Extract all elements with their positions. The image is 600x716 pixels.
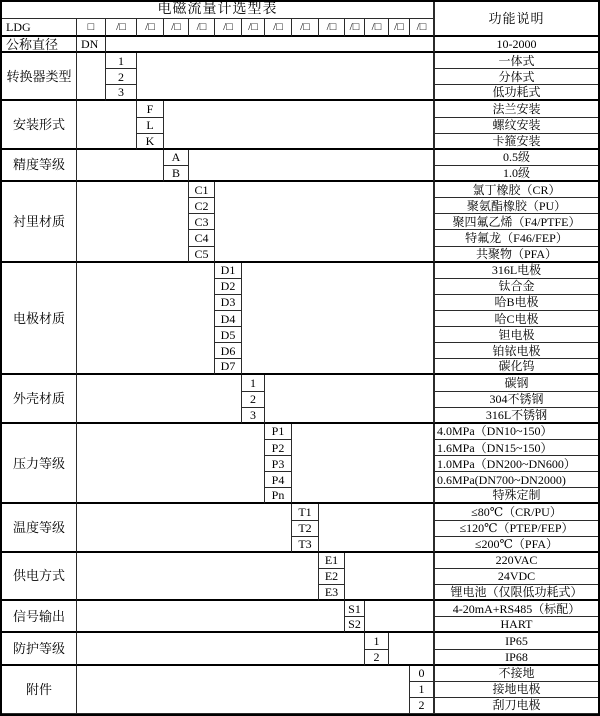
installation-type-code-K: K — [137, 134, 164, 150]
model-slot-3: /□ — [164, 19, 189, 37]
pressure-rating-desc-4: 0.6MPa(DN700~DN2000) — [434, 472, 598, 488]
electrode-material-code-D7: D7 — [215, 359, 242, 375]
pressure-rating-code-Pn: Pn — [265, 488, 292, 504]
group-label-installation-type: 安装形式 — [2, 101, 77, 149]
temperature-grade-desc-2: ≤120℃（PTEP/FEP） — [434, 521, 598, 537]
model-slot-4: /□ — [189, 19, 215, 37]
pressure-rating-code-P1: P1 — [265, 424, 292, 440]
protection-class-code-2: 2 — [365, 650, 389, 666]
model-slot-7: /□ — [265, 19, 292, 37]
lining-material-desc-4: 特氟龙（F46/FEP） — [434, 230, 598, 246]
temperature-grade-code-T2: T2 — [292, 521, 319, 537]
group-label-accuracy-grade: 精度等级 — [2, 150, 77, 182]
accessories-code-0: 0 — [410, 666, 434, 682]
model-slot-10: /□ — [345, 19, 365, 37]
protection-class-code-1: 1 — [365, 633, 389, 649]
lining-material-code-C5: C5 — [189, 247, 215, 263]
temperature-grade-desc-3: ≤200℃（PFA） — [434, 537, 598, 553]
electrode-material-desc-6: 铂铱电极 — [434, 343, 598, 359]
filler-left-power-supply — [77, 553, 319, 601]
electrode-material-code-D5: D5 — [215, 327, 242, 343]
converter-type-code-1: 1 — [106, 53, 137, 69]
lining-material-desc-2: 聚氨酯橡胶（PU） — [434, 198, 598, 214]
filler-right-lining-material — [215, 182, 434, 263]
pressure-rating-desc-2: 1.6MPa（DN15~150） — [434, 440, 598, 456]
pressure-rating-desc-1: 4.0MPa（DN10~150） — [434, 424, 598, 440]
housing-material-code-1: 1 — [242, 375, 265, 391]
protection-class-desc-1: IP65 — [434, 633, 598, 649]
model-prefix: LDG — [2, 19, 77, 37]
filler-right-installation-type — [164, 101, 434, 149]
accuracy-grade-code-B: B — [164, 166, 189, 182]
model-slot-5: /□ — [215, 19, 242, 37]
installation-type-desc-1: 法兰安装 — [434, 101, 598, 117]
temperature-grade-code-T1: T1 — [292, 504, 319, 520]
lining-material-desc-5: 共聚物（PFA） — [434, 247, 598, 263]
accuracy-grade-desc-1: 0.5级 — [434, 150, 598, 166]
pressure-rating-code-P4: P4 — [265, 472, 292, 488]
group-label-signal-output: 信号输出 — [2, 601, 77, 633]
filler-right-pressure-rating — [292, 424, 434, 505]
housing-material-code-2: 2 — [242, 392, 265, 408]
model-slot-13: /□ — [410, 19, 434, 37]
filler-left-accuracy-grade — [77, 150, 164, 182]
electrode-material-desc-7: 碳化钨 — [434, 359, 598, 375]
signal-output-code-S1: S1 — [345, 601, 365, 617]
pressure-rating-desc-3: 1.0MPa（DN200~DN600） — [434, 456, 598, 472]
filler-right-temperature-grade — [319, 504, 434, 552]
installation-type-desc-3: 卡箍安装 — [434, 134, 598, 150]
accessories-code-2: 2 — [410, 698, 434, 714]
electrode-material-desc-4: 哈C电极 — [434, 311, 598, 327]
filler-right-electrode-material — [242, 263, 434, 376]
lining-material-code-C3: C3 — [189, 214, 215, 230]
electrode-material-desc-3: 哈B电极 — [434, 295, 598, 311]
lining-material-code-C2: C2 — [189, 198, 215, 214]
table-title: 电磁流量计选型表 — [2, 2, 434, 19]
lining-material-desc-3: 聚四氟乙烯（F4/PTFE） — [434, 214, 598, 230]
accuracy-grade-code-A: A — [164, 150, 189, 166]
group-label-lining-material: 衬里材质 — [2, 182, 77, 263]
installation-type-code-L: L — [137, 118, 164, 134]
electrode-material-code-D1: D1 — [215, 263, 242, 279]
signal-output-desc-1: 4-20mA+RS485（标配） — [434, 601, 598, 617]
converter-type-code-2: 2 — [106, 69, 137, 85]
power-supply-desc-2: 24VDC — [434, 569, 598, 585]
filler-right-housing-material — [265, 375, 434, 423]
converter-type-desc-2: 分体式 — [434, 69, 598, 85]
filler-left-accessories — [77, 666, 410, 714]
filler-left-converter-type — [77, 53, 106, 101]
installation-type-code-F: F — [137, 101, 164, 117]
electrode-material-code-D3: D3 — [215, 295, 242, 311]
group-label-protection-class: 防护等级 — [2, 633, 77, 665]
function-header: 功能说明 — [434, 2, 598, 37]
model-slot-1: /□ — [106, 19, 137, 37]
housing-material-desc-2: 304不锈钢 — [434, 392, 598, 408]
housing-material-code-3: 3 — [242, 408, 265, 424]
electrode-material-code-D4: D4 — [215, 311, 242, 327]
electrode-material-desc-5: 钽电极 — [434, 327, 598, 343]
group-label-converter-type: 转换器类型 — [2, 53, 77, 101]
accessories-code-1: 1 — [410, 682, 434, 698]
housing-material-desc-3: 316L不锈钢 — [434, 408, 598, 424]
group-label-nominal-diameter: 公称直径 — [2, 37, 77, 53]
installation-type-desc-2: 螺纹安装 — [434, 118, 598, 134]
filler-left-temperature-grade — [77, 504, 292, 552]
model-slot-12: /□ — [389, 19, 410, 37]
group-label-accessories: 附件 — [2, 666, 77, 714]
group-label-pressure-rating: 压力等级 — [2, 424, 77, 505]
model-slot-8: /□ — [292, 19, 319, 37]
power-supply-code-E2: E2 — [319, 569, 345, 585]
converter-type-desc-3: 低功耗式 — [434, 85, 598, 101]
filler-nominal-diameter — [106, 37, 434, 53]
filler-left-pressure-rating — [77, 424, 265, 505]
signal-output-desc-2: HART — [434, 617, 598, 633]
electrode-material-code-D6: D6 — [215, 343, 242, 359]
model-slot-9: /□ — [319, 19, 345, 37]
protection-class-desc-2: IP68 — [434, 650, 598, 666]
group-label-power-supply: 供电方式 — [2, 553, 77, 601]
nominal-diameter-desc: 10-2000 — [434, 37, 598, 53]
temperature-grade-desc-1: ≤80℃（CR/PU） — [434, 504, 598, 520]
lining-material-code-C1: C1 — [189, 182, 215, 198]
accuracy-grade-desc-2: 1.0级 — [434, 166, 598, 182]
accessories-desc-3: 刮刀电极 — [434, 698, 598, 714]
filler-left-electrode-material — [77, 263, 215, 376]
nominal-diameter-code: DN — [77, 37, 106, 53]
electrode-material-desc-2: 钛合金 — [434, 279, 598, 295]
signal-output-code-S2: S2 — [345, 617, 365, 633]
converter-type-code-3: 3 — [106, 85, 137, 101]
pressure-rating-code-P3: P3 — [265, 456, 292, 472]
power-supply-desc-3: 锂电池（仅限低功耗式） — [434, 585, 598, 601]
filler-right-converter-type — [137, 53, 434, 101]
accessories-desc-1: 不接地 — [434, 666, 598, 682]
filler-right-protection-class — [389, 633, 434, 665]
electrode-material-desc-1: 316L电极 — [434, 263, 598, 279]
filler-left-housing-material — [77, 375, 242, 423]
power-supply-code-E3: E3 — [319, 585, 345, 601]
filler-left-installation-type — [77, 101, 137, 149]
model-slot-2: /□ — [137, 19, 164, 37]
lining-material-desc-1: 氯丁橡胶（CR） — [434, 182, 598, 198]
group-label-temperature-grade: 温度等级 — [2, 504, 77, 552]
group-label-electrode-material: 电极材质 — [2, 263, 77, 376]
power-supply-code-E1: E1 — [319, 553, 345, 569]
power-supply-desc-1: 220VAC — [434, 553, 598, 569]
temperature-grade-code-T3: T3 — [292, 537, 319, 553]
filler-left-lining-material — [77, 182, 189, 263]
group-label-housing-material: 外壳材质 — [2, 375, 77, 423]
model-slot-11: /□ — [365, 19, 389, 37]
accessories-desc-2: 接地电极 — [434, 682, 598, 698]
filler-right-signal-output — [365, 601, 434, 633]
lining-material-code-C4: C4 — [189, 230, 215, 246]
pressure-rating-code-P2: P2 — [265, 440, 292, 456]
filler-right-power-supply — [345, 553, 434, 601]
housing-material-desc-1: 碳钢 — [434, 375, 598, 391]
pressure-rating-desc-5: 特殊定制 — [434, 488, 598, 504]
electrode-material-code-D2: D2 — [215, 279, 242, 295]
model-first-box: □ — [77, 19, 106, 37]
model-slot-6: /□ — [242, 19, 265, 37]
filler-right-accuracy-grade — [189, 150, 434, 182]
filler-left-signal-output — [77, 601, 345, 633]
converter-type-desc-1: 一体式 — [434, 53, 598, 69]
filler-left-protection-class — [77, 633, 365, 665]
